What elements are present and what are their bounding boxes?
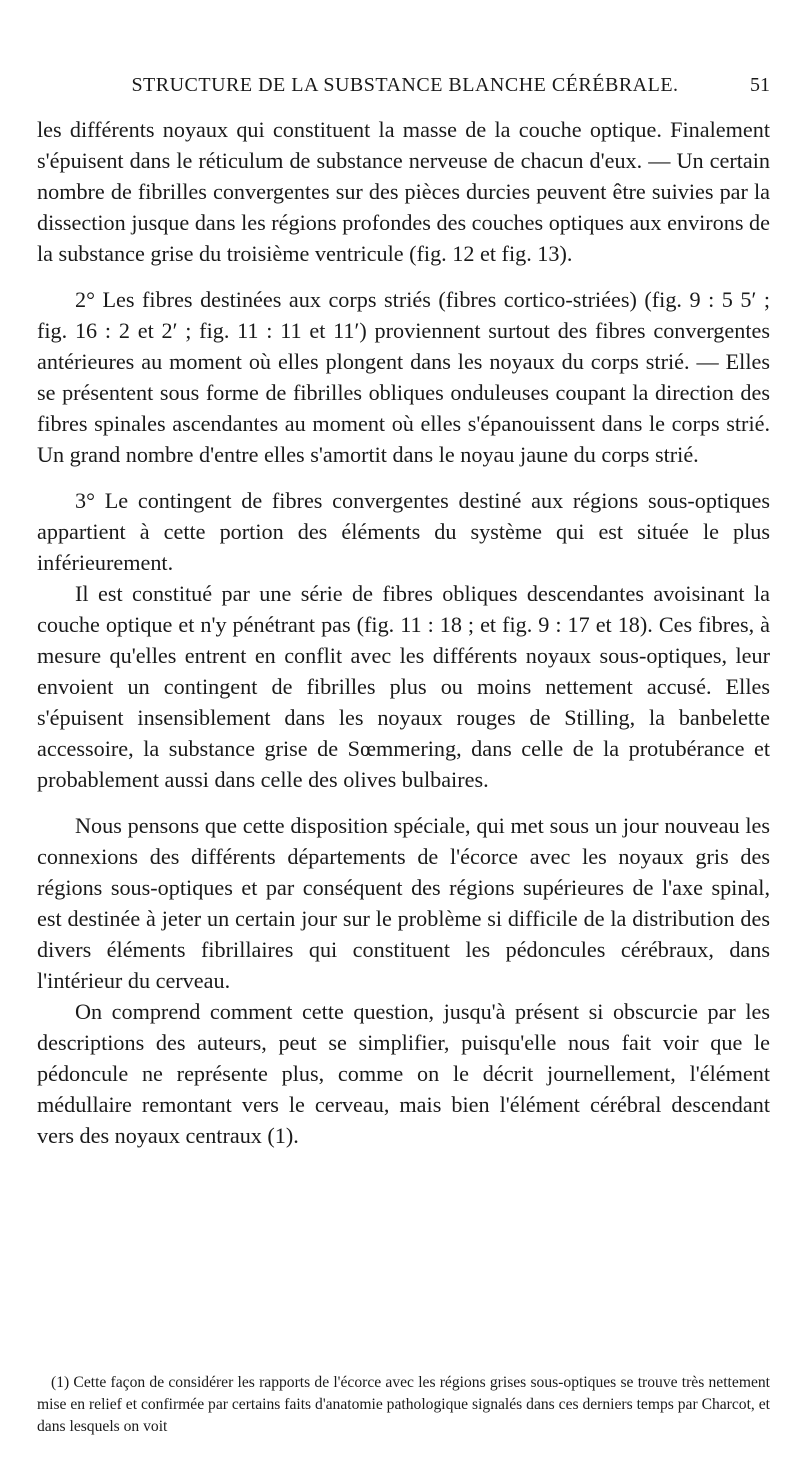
- paragraph-continued: les différents noyaux qui constituent la masse de la couche optique. Finalement s'épuisent dans le réticulum de substance nerveuse de chacun d'eux. — Un certain nombre de fibrilles convergentes sur des pièces durcies peuvent être suivies par la dissection jusque dans les régions profondes des couches optiques aux environs de la substance grise du troisième ventricule (fig. 12 et fig. 13).: [37, 117, 770, 266]
- paragraph-disposition-speciale: Nous pensons que cette disposition spéciale, qui met sous un jour nouveau les connexions des différents départements de l'écorce avec les noyaux gris des régions sous-optiques et par conséquent des régions supérieures de l'axe spinal, est destinée à jeter un certain jour sur le problème si difficile de la distribution des divers éléments fibrillaires qui constituent les pédoncules cérébraux, dans l'intérieur du cerveau.: [37, 813, 770, 993]
- page-header: [40, 74, 770, 98]
- paragraph-contingent-sous-optique: 3° Le contingent de fibres convergentes destiné aux régions sous-optiques appartient à cette portion des éléments du système qui est située le plus inférieurement.: [37, 488, 770, 575]
- running-head: STRUCTURE DE LA SUBSTANCE BLANCHE CÉRÉBRALE.: [131, 74, 679, 96]
- paragraph-pedoncule: On comprend comment cette question, jusqu'à présent si obscurcie par les descriptions des auteurs, peut se simplifier, puisqu'elle nous fait voir que le pédoncule ne représente plus, comme on le décrit journellement, l'élément médullaire remontant vers le cerveau, mais bien l'élément cérébral descendant vers des noyaux centraux (1).: [37, 999, 770, 1148]
- body-text: [37, 114, 770, 1151]
- paragraph-fibres-obliques: Il est constitué par une série de fibres obliques descendantes avoisinant la couche optique et n'y pénétrant pas (fig. 11 : 18 ; et fig. 9 : 17 et 18). Ces fibres, à mesure qu'elles entrent en conflit avec les différents noyaux sous-optiques, leur envoient un contingent de fibrilles plus ou moins nettement accusé. Elles s'épuisent insensiblement dans les noyaux rouges de Stilling, la banbelette accessoire, la substance grise de Sœmmering, dans celle de la protubérance et probablement aussi dans celle des olives bulbaires.: [37, 581, 770, 792]
- footnote: (1) Cette façon de considérer les rapports de l'écorce avec les régions grises sous-optiques se trouve très nettement mise en relief et confirmée par certains faits d'anatomie pathologique signalés dans ces derniers temps par Charcot, et dans lesquels on voit: [37, 1374, 770, 1435]
- paragraph-fibres-cortico-striees: 2° Les fibres destinées aux corps striés (fibres cortico-striées) (fig. 9 : 5 5′ ; fig. 16 : 2 et 2′ ; fig. 11 : 11 et 11′) proviennent surtout des fibres convergentes antérieures au moment où elles plongent dans les noyaux du corps strié. — Elles se présentent sous forme de fibrilles obliques onduleuses coupant la direction des fibres spinales ascendantes au moment où elles s'épanouissent dans le corps strié. Un grand nombre d'entre elles s'amortit dans le noyau jaune du corps strié.: [37, 287, 770, 467]
- page-number: 51: [750, 74, 770, 96]
